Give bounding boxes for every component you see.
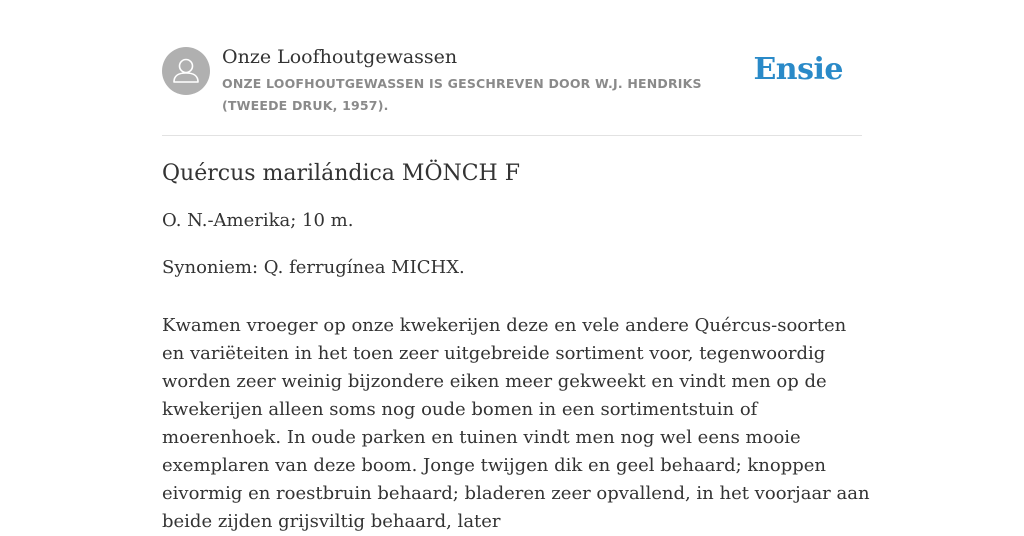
source-header — [162, 46, 862, 136]
avatar[interactable] — [162, 47, 210, 95]
divider — [162, 135, 862, 136]
user-icon — [162, 47, 210, 95]
source-description: ONZE LOOFHOUTGEWASSEN IS GESCHREVEN DOOR W.J. HENDRIKS (TWEEDE DRUK, 1957). — [222, 76, 702, 113]
source-title[interactable]: Onze Loofhoutgewassen — [222, 46, 458, 68]
entry-meta: O. N.-Amerika; 10 m. — [162, 210, 354, 231]
entry-synonym: Synoniem: Q. ferrugínea MICHX. — [162, 257, 465, 278]
ensie-logo[interactable]: Ensie — [753, 52, 843, 87]
entry-content — [162, 158, 872, 536]
page-title: Quércus marilándica MÖNCH F — [162, 161, 521, 186]
entry-body: Kwamen vroeger op onze kwekerijen deze en vele andere Quércus-soorten en variëteiten in het toen zeer uitgebreide sortiment voor, tegenwoordig worden zeer weinig bijzondere eiken meer gekweekt en vindt men op de kwekerijen alleen soms nog oude bomen in een sortimentstuin of moerenhoek. In oude parken en tuinen vindt men nog wel eens mooie exemplaren van deze boom. Jonge twijgen dik en geel behaard; knoppen eivormig en roestbruin behaard; bladeren zeer opvallend, in het voorjaar aan beide zijden grijsviltig behaard, later — [162, 315, 870, 532]
